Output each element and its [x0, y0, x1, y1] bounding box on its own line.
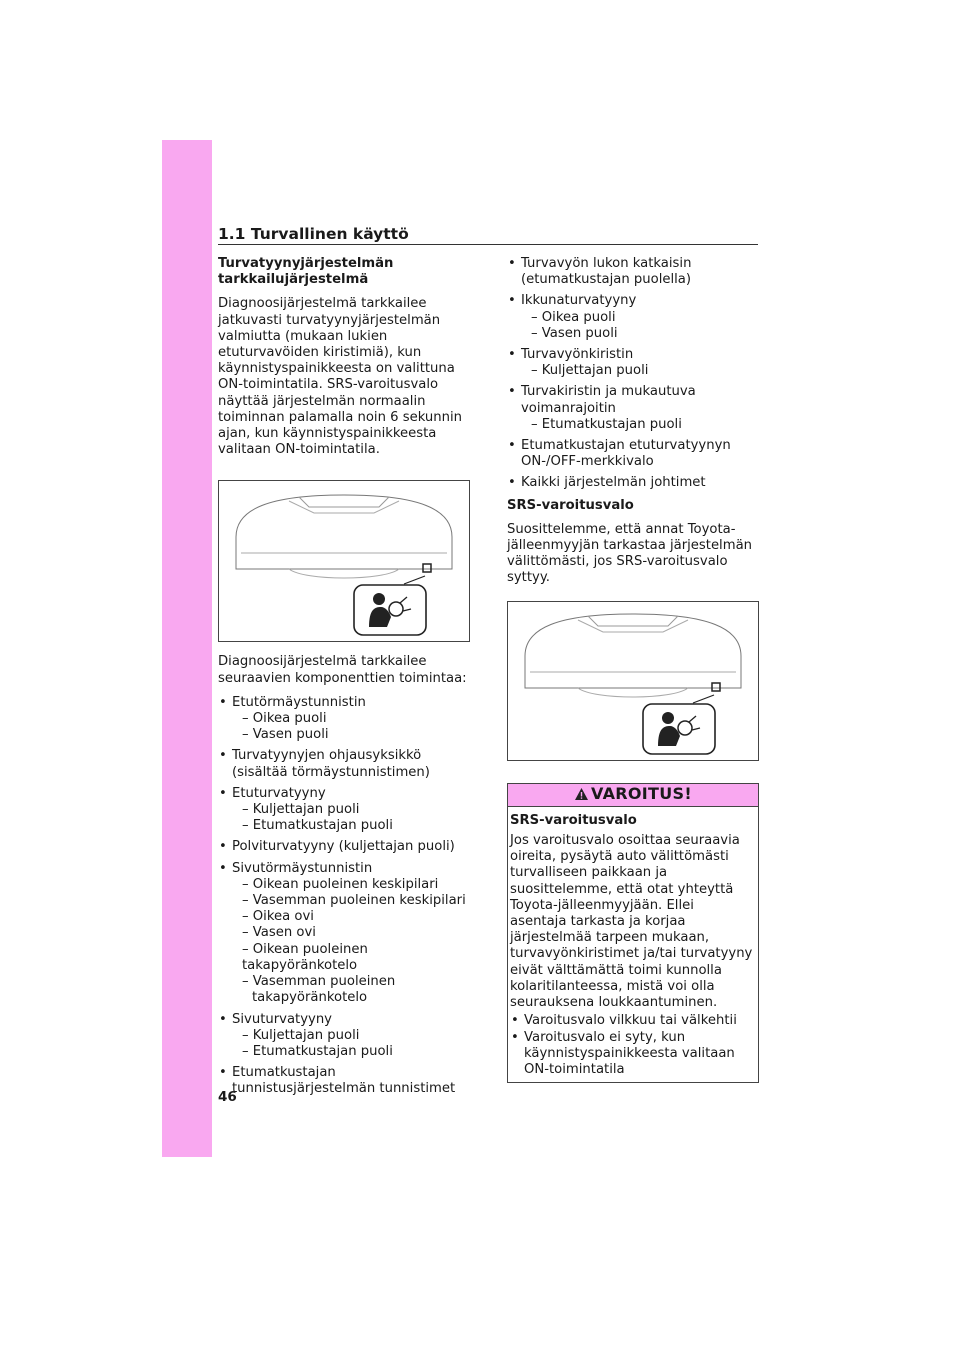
airbag-warning-light-icon — [354, 585, 426, 635]
list-subitem: – Kuljettajan puoli — [242, 1027, 360, 1043]
list-subitem: – Oikean puoleinen takapyöränkotelo — [242, 941, 368, 973]
warning-bullet: • Varoitusvalo vilkkuu tai välkehtii — [510, 1013, 754, 1029]
list-item-label: • Etuturvatyyny — [232, 785, 326, 801]
list-item-label: • Polviturvatyyny (kuljettajan puoli) — [232, 839, 455, 855]
airbag-warning-light-icon-2 — [643, 704, 715, 754]
monitored-components-list-continued — [507, 256, 759, 492]
list-item-label: • Turvavyönkiristin — [521, 347, 634, 363]
list-subitem: – Kuljettajan puoli — [531, 363, 649, 379]
list-item-label: • Sivutörmäystunnistin — [232, 860, 373, 876]
srs-heading: SRS-varoitusvalo — [507, 497, 634, 513]
list-item-label: • Etutörmäystunnistin — [232, 694, 366, 710]
list-subitem: – Oikea puoli — [242, 711, 327, 727]
warning-bullets — [510, 1013, 754, 1078]
warning-header — [508, 784, 758, 807]
monitoring-intro: Diagnoosijärjestelmä tarkkailee jatkuvasti turvatyynyjärjestelmän valmiutta (mukaan lukien etuturvavöiden kiristimiä), kun käynnistyspainikkeesta on valittuna ON-toimintatila. SRS-varoitusvalo näyttää järjestelmän normaalin toiminnan palamalla noin 6 sekunnin ajan, kun käynnistyspainikkeesta valitaan ON-toimintatila. — [218, 296, 463, 458]
list-subitem: – Etumatkustajan puoli — [242, 818, 393, 834]
list-subitem: – Vasen puoli — [242, 727, 329, 743]
list-item — [507, 475, 759, 491]
monitored-components-list — [218, 695, 470, 1098]
list-subitem: – Oikean puoleinen keskipilari — [242, 876, 439, 892]
components-intro: Diagnoosijärjestelmä tarkkailee seuraavien komponenttien toimintaa: — [218, 654, 467, 686]
list-subitem: – Vasemman puoleinen keskipilari — [242, 893, 466, 909]
list-item — [507, 384, 759, 433]
list-item — [218, 748, 470, 780]
section-header: 1.1 Turvallinen käyttö — [218, 225, 409, 243]
list-item-label: • Turvakiristin ja mukautuva voimanrajoitin — [521, 384, 696, 416]
instrument-cluster-drawing-2 — [508, 602, 758, 760]
list-subitem: – Etumatkustajan puoli — [242, 1043, 393, 1059]
list-item — [218, 839, 470, 855]
left-column — [218, 256, 470, 1103]
list-item-label: • Turvavyön lukon katkaisin (etumatkustajan puolella) — [521, 256, 692, 288]
monitoring-heading: Turvatyynyjärjestelmän tarkkailujärjestelmä — [218, 256, 394, 288]
right-column — [507, 256, 759, 1083]
list-item — [218, 695, 470, 744]
list-subitem: – Etumatkustajan puoli — [531, 416, 682, 432]
list-item — [218, 786, 470, 835]
list-subitem: – Kuljettajan puoli — [242, 802, 360, 818]
list-item — [507, 256, 759, 288]
list-item-label: • Kaikki järjestelmän johtimet — [521, 475, 706, 491]
warning-body — [508, 807, 758, 1082]
list-item-label: • Turvatyynyjen ohjausyksikkö (sisältää törmäystunnistimen) — [232, 748, 430, 780]
list-item — [507, 438, 759, 470]
list-subitem: takapyöränkotelo — [252, 990, 368, 1006]
page-number: 46 — [218, 1089, 237, 1105]
list-subitem: – Vasemman puoleinen — [242, 974, 396, 990]
list-item-label: • Ikkunaturvatyyny — [521, 293, 637, 309]
list-subitem: – Oikea ovi — [242, 909, 314, 925]
list-item — [218, 1065, 470, 1097]
list-item-label: • Etumatkustajan tunnistusjärjestelmän tunnistimet — [232, 1065, 456, 1097]
warning-box — [507, 783, 759, 1083]
list-subitem: – Vasen puoli — [531, 325, 618, 341]
list-item — [218, 1012, 470, 1061]
warning-bullet: • Varoitusvalo ei syty, kun käynnistyspainikkeesta valitaan ON-toimintatila — [510, 1030, 754, 1079]
instrument-cluster-figure-2 — [507, 601, 759, 761]
list-item — [507, 293, 759, 342]
list-item — [218, 861, 470, 1007]
header-rule — [218, 244, 758, 245]
warning-text: Jos varoitusvalo osoittaa seuraavia oireita, pysäytä auto välittömästi turvalliseen paikkaan ja suosittelemme, että otat yhteyttä Toyota-jälleenmyyjään. Ellei asentaja tarkasta ja korjaa järjestelmää tarpeen mukaan, turvavyönkiristimet ja/tai turvatyyny eivät välttämättä toimi kunnolla kolaritilanteessa, mistä voi olla seurauksena loukkaantuminen. — [510, 833, 753, 1011]
instrument-cluster-drawing — [219, 481, 469, 641]
srs-text: Suosittelemme, että annat Toyota-jälleenmyyjän tarkastaa järjestelmän välittömästi, jos SRS-varoitusvalo syttyy. — [507, 521, 753, 586]
warning-heading: SRS-varoitusvalo — [510, 812, 637, 828]
warning-triangle-icon — [574, 787, 589, 804]
list-item-label: • Sivuturvatyyny — [232, 1011, 332, 1027]
instrument-cluster-figure-1 — [218, 480, 470, 642]
list-subitem: – Vasen ovi — [242, 925, 316, 941]
chapter-side-band — [162, 140, 212, 1157]
warning-title: VAROITUS! — [591, 783, 692, 803]
list-subitem: – Oikea puoli — [531, 309, 616, 325]
list-item — [507, 347, 759, 379]
list-item-label: • Etumatkustajan etuturvatyynyn ON-/OFF-merkkivalo — [521, 438, 731, 470]
